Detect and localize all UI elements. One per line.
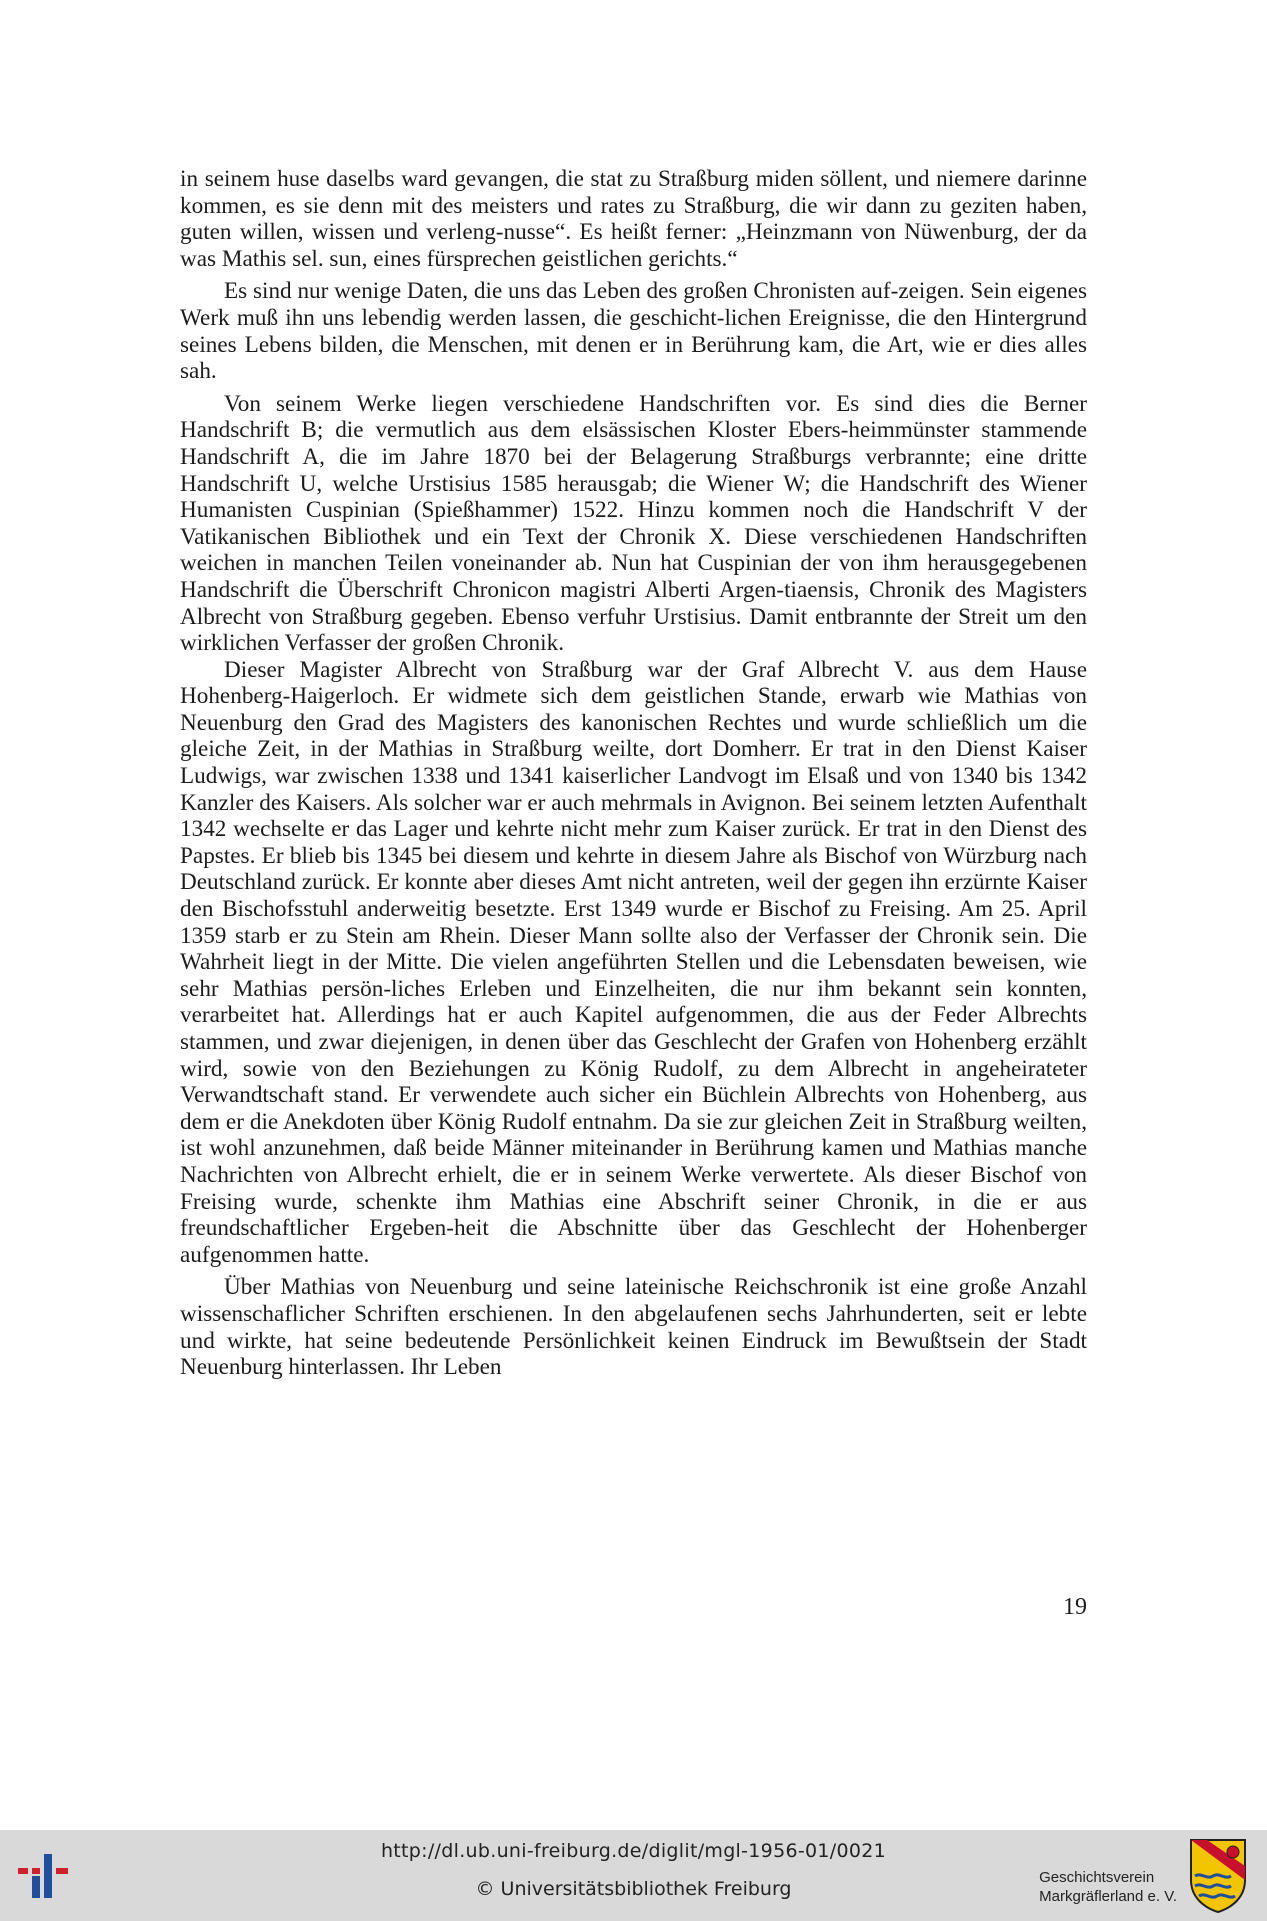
coat-of-arms-icon xyxy=(1187,1836,1249,1914)
body-text xyxy=(180,166,1087,1381)
society-line-2: Markgräflerland e. V. xyxy=(1039,1888,1177,1905)
paragraph-2: Es sind nur wenige Daten, die uns das Leben des großen Chronisten auf-zeigen. Sein eigenes Werk muß ihn uns lebendig werden lassen, die geschicht-lichen Ereignisse, die den Hintergrund seines Lebens bilden, die Menschen, mit denen er in Berührung kam, die Art, wie er dies alles sah. xyxy=(180,278,1087,385)
permalink-url[interactable]: http://dl.ub.uni-freiburg.de/diglit/mgl-1956-01/0021 xyxy=(380,1840,887,1862)
paragraph-3: Von seinem Werke liegen verschiedene Handschriften vor. Es sind dies die Berner Handschrift B; die vermutlich aus dem elsässischen Kloster Ebers-heimmünster stammende Handschrift A, die im Jahre 1870 bei der Belagerung Straßburgs verbrannte; eine dritte Handschrift U, welche Urstisius 1585 herausgab; die Wiener W; die Handschrift des Wiener Humanisten Cuspinian (Spießhammer) 1522. Hinzu kommen noch die Handschrift V der Vatikanischen Bibliothek und ein Text der Chronik X. Diese verschiedenen Handschriften weichen in manchen Teilen voneinander ab. Nun hat Cuspinian der von ihm herausgegebenen Handschrift die Überschrift Chronicon magistri Alberti Argen-tiaensis, Chronik des Magisters Albrecht von Straßburg gegeben. Ebenso verfuhr Urstisius. Damit entbrannte der Streit um den wirklichen Verfasser der großen Chronik. xyxy=(180,390,1087,657)
copyright-notice: © Universitätsbibliothek Freiburg xyxy=(475,1878,792,1900)
society-line-1: Geschichtsverein xyxy=(1039,1869,1155,1886)
society-name xyxy=(1039,1868,1177,1906)
viewer-footer xyxy=(0,1830,1267,1921)
paragraph-5: Über Mathias von Neuenburg und seine lateinische Reichschronik ist eine große Anzahl wissenschaflicher Schriften erschienen. In den abgelaufenen sechs Jahrhunderten, seit er lebte und wirkte, hat seine bedeutende Persönlichkeit keinen Eindruck im Bewußtsein der Stadt Neuenburg hinterlassen. Ihr Leben xyxy=(180,1274,1087,1381)
page-number: 19 xyxy=(1063,1594,1087,1620)
paragraph-1: in seinem huse daselbs ward gevangen, die stat zu Straßburg miden söllent, und niemere darinne kommen, es sie denn mit des meisters und rates zu Straßburg, die wir dann zu geziten haben, guten willen, wissen und verleng-nusse“. Es heißt ferner: „Heinzmann von Nüwenburg, der da was Mathis sel. sun, eines fürsprechen geistlichen gerichts.“ xyxy=(180,166,1087,272)
paragraph-4: Dieser Magister Albrecht von Straßburg war der Graf Albrecht V. aus dem Hause Hohenberg-Haigerloch. Er widmete sich dem geistlichen Stande, erwarb wie Mathias von Neuenburg den Grad des Magisters des kanonischen Rechtes und wurde schließlich um die gleiche Zeit, in der Mathias in Straßburg weilte, dort Domherr. Er trat in den Dienst Kaiser Ludwigs, war zwischen 1338 und 1341 kaiserlicher Landvogt im Elsaß und von 1340 bis 1342 Kanzler des Kaisers. Als solcher war er auch mehrmals in Avignon. Bei seinem letzten Aufenthalt 1342 wechselte er das Lager und kehrte nicht mehr zum Kaiser zurück. Er trat in den Dienst des Papstes. Er blieb bis 1345 bei diesem und kehrte in diesem Jahre als Bischof von Würzburg nach Deutschland zurück. Er konnte aber dieses Amt nicht antreten, weil der gegen ihn erzürnte Kaiser den Bischofsstuhl anderweitig besetzte. Erst 1349 wurde er Bischof zu Freising. Am 25. April 1359 starb er zu Stein am Rhein. Dieser Mann sollte also der Verfasser der Chronik sein. Die Wahrheit liegt in der Mitte. Die vielen angeführten Stellen und die Lebensdaten beweisen, wie sehr Mathias persön-liches Erleben und Einzelheiten, die nur ihm bekannt sein konnten, verarbeitet hat. Allerdings hat er auch Kapitel aufgenommen, die aus der Feder Albrechts stammen, und zwar diejenigen, in denen über das Geschlecht der Grafen von Hohenberg erzählt wird, sowie von den Beziehungen zu König Rudolf, zu dem Albrecht in angeheirateter Verwandtschaft stand. Er verwendete auch sicher ein Büchlein Albrechts von Hohenberg, aus dem er die Anekdoten über König Rudolf entnahm. Da sie zur gleichen Zeit in Straßburg weilten, ist wohl anzunehmen, daß beide Männer miteinander in Berührung kamen und Mathias manche Nachrichten von Albrecht erhielt, die er in seinem Werke verwertete. Als dieser Bischof von Freising wurde, schenkte ihm Mathias eine Abschrift seiner Chronik, in die er aus freundschaftlicher Ergeben-heit die Abschnitte über das Geschlecht der Hohenberger aufgenommen hatte. xyxy=(180,656,1087,1268)
